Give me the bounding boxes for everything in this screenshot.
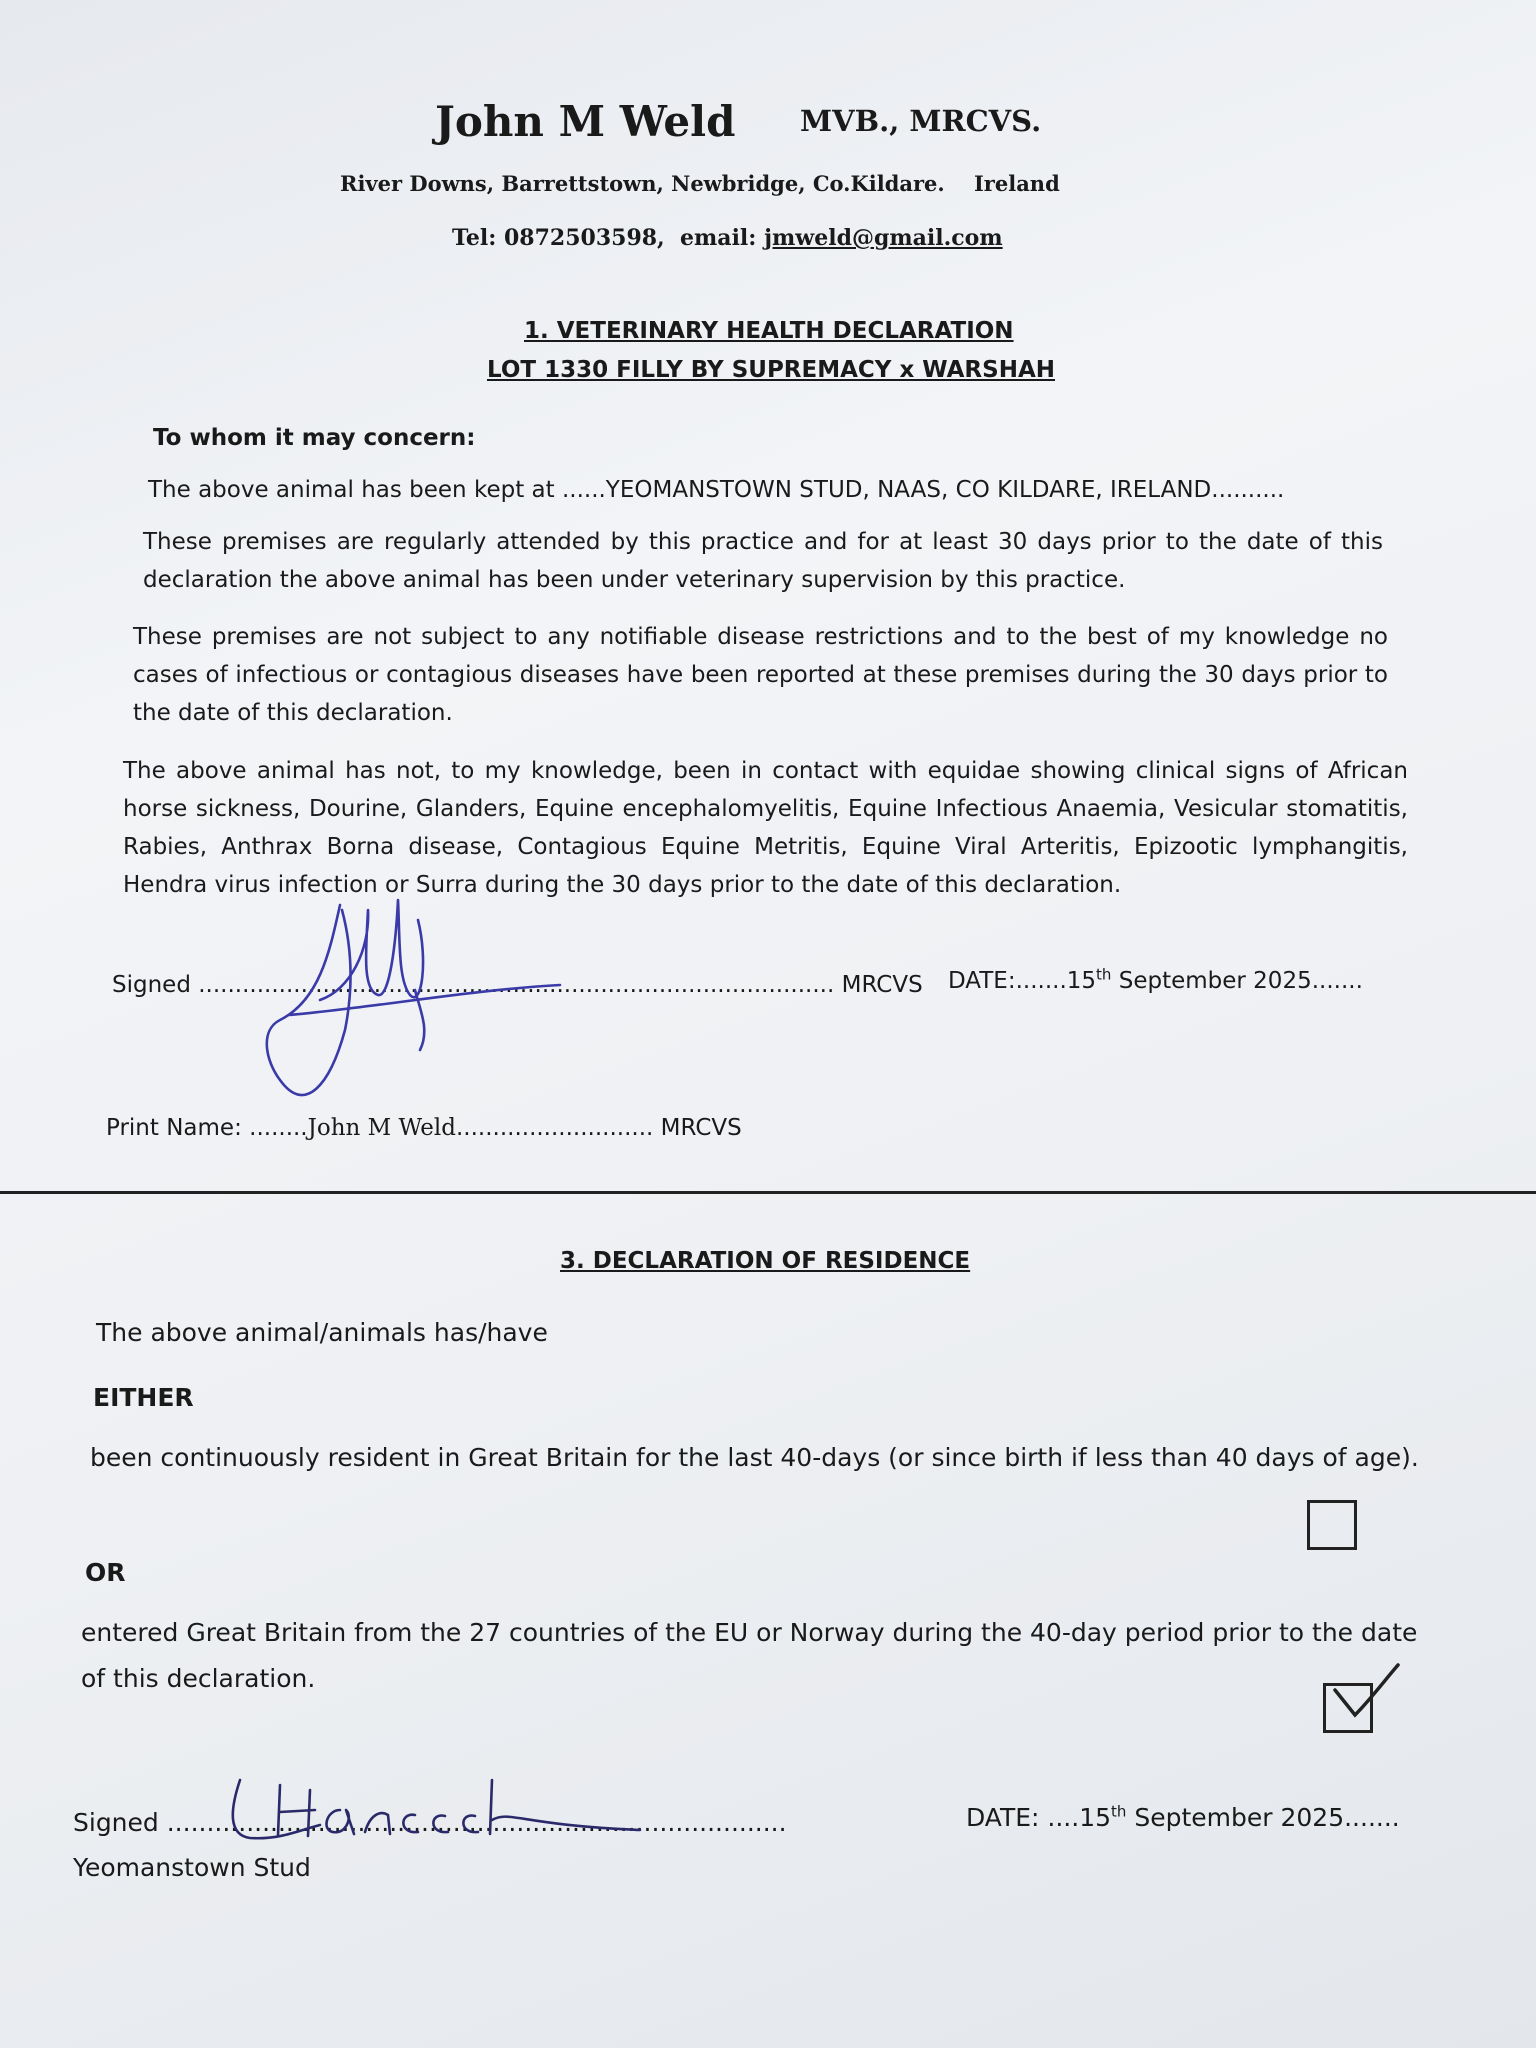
residence-intro: The above animal/animals has/have <box>96 1318 548 1347</box>
or-label: OR <box>85 1558 126 1587</box>
paragraph-supervision: These premises are regularly attended by this practice and for at least 30 days prior to the date of this declaration the above animal has been under veterinary supervision by this practice. <box>143 529 1383 593</box>
section3-title: 3. DECLARATION OF RESIDENCE <box>560 1248 971 1274</box>
vet-date-suffix: September 2025....... <box>1111 968 1363 994</box>
letterhead-name: John M Weld <box>435 97 736 146</box>
paragraph-disease-restrictions: These premises are not subject to any notifiable disease restrictions and to the best of my knowledge no cases of infectious or contagious diseases have been reported at these premises during the 30 days prior to the date of this declaration. <box>133 624 1388 726</box>
print-name-label: Print Name: ........ <box>106 1115 308 1141</box>
paragraph-contact-declaration: The above animal has not, to my knowledge, been in contact with equidae showing clinical signs of African horse sickness, Dourine, Glanders, Equine encephalomyelitis, Equine Infectious Anaemia, Vesicular stomatitis, Rabies, Anthrax Borna disease, Contagious Equine Metritis, Equine Viral Arteritis, Epizootic lymphangitis, Hendra virus infection or Surra during the 30 days prior to the date of this declaration. <box>123 758 1408 898</box>
either-label: EITHER <box>93 1383 194 1412</box>
option2-text: entered Great Britain from the 27 countries of the EU or Norway during the 40-day period prior to the date of this declaration. <box>81 1618 1418 1693</box>
print-name-suffix: ........................... MRCVS <box>455 1115 742 1141</box>
stud-date-suffix: September 2025....... <box>1126 1803 1400 1832</box>
stud-date-prefix: DATE: ....15 <box>966 1803 1112 1832</box>
salutation: To whom it may concern: <box>153 425 476 451</box>
vet-signed-line: Signed ....................................................................................... MRCVS <box>112 972 923 998</box>
stud-date-sup: th <box>1111 1802 1127 1821</box>
vet-date-sup: th <box>1096 965 1112 984</box>
telephone-label: Tel: 0872503598, email: <box>452 225 765 251</box>
print-name-value: John M Weld <box>307 1115 456 1141</box>
vet-date <box>948 965 1363 994</box>
stud-date <box>966 1803 1400 1832</box>
signer-name: Yeomanstown Stud <box>73 1853 311 1882</box>
section-divider <box>0 1191 1536 1194</box>
option1-checkbox[interactable] <box>1307 1500 1357 1550</box>
kept-at-line: The above animal has been kept at ......YEOMANSTOWN STUD, NAAS, CO KILDARE, IRELAND.......... <box>148 477 1285 503</box>
email-link[interactable]: jmweld@gmail.com <box>764 225 1003 251</box>
option1-text: been continuously resident in Great Britain for the last 40-days (or since birth if less than 40 days of age). <box>90 1443 1419 1472</box>
letterhead-address: River Downs, Barrettstown, Newbridge, Co.Kildare. Ireland <box>340 171 1060 196</box>
letterhead-qualifications: MVB., MRCVS. <box>800 104 1042 138</box>
section1-title: 1. VETERINARY HEALTH DECLARATION <box>524 318 1014 344</box>
stud-signed-line: Signed .............................................................................. <box>73 1808 787 1837</box>
signature-john-weld-icon <box>250 880 580 1130</box>
print-name-line <box>106 1115 742 1141</box>
vet-date-prefix: DATE:.......15 <box>948 968 1097 994</box>
signature-yeomanstown-icon <box>220 1770 670 1860</box>
letterhead-contact <box>452 225 1003 251</box>
checkmark-icon <box>1330 1660 1410 1730</box>
lot-title: LOT 1330 FILLY BY SUPREMACY x WARSHAH <box>487 357 1056 383</box>
